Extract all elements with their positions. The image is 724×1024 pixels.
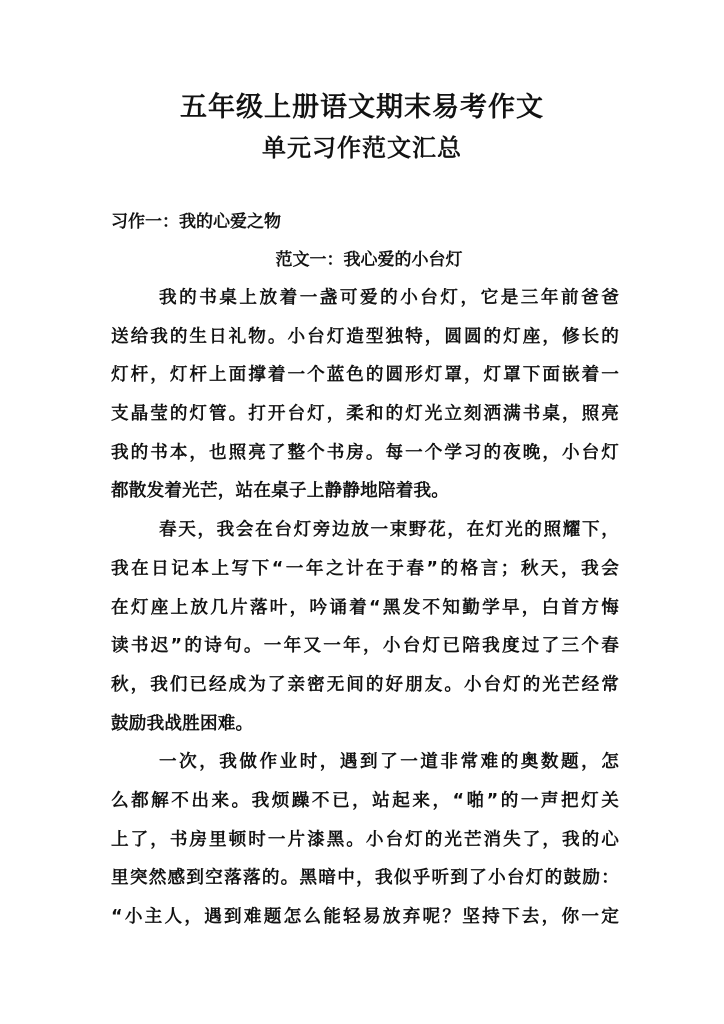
text-line: 在灯座上放几片落叶，吟诵着“黑发不知勤学早，白首方悔 xyxy=(111,597,619,618)
text-line: 支晶莹的灯管。打开台灯，柔和的灯光立刻洒满书桌，照亮 xyxy=(111,404,619,425)
text-line: 都散发着光芒，站在桌子上静静地陪着我。 xyxy=(111,481,450,502)
section-heading: 习作一：我的心爱之物 xyxy=(111,212,281,232)
text-line: 春天，我会在台灯旁边放一束野花，在灯光的照耀下， xyxy=(159,520,619,541)
essay-body xyxy=(111,283,619,941)
text-line: 送给我的生日礼物。小台灯造型独特，圆圆的灯座，修长的 xyxy=(111,326,619,347)
essay-title: 范文一：我心爱的小台灯 xyxy=(275,250,463,270)
text-line: “小主人，遇到难题怎么能轻易放弃呢？坚持下去，你一定 xyxy=(111,907,619,927)
text-line: 读书迟”的诗句。一年又一年，小台灯已陪我度过了三个春 xyxy=(111,636,619,657)
document-subtitle: 单元习作范文汇总 xyxy=(262,134,462,162)
document-title: 五年级上册语文期末易考作文 xyxy=(180,92,544,123)
text-line: 一次，我做作业时，遇到了一道非常难的奥数题，怎 xyxy=(159,752,619,773)
text-line: 我的书桌上放着一盏可爱的小台灯，它是三年前爸爸 xyxy=(159,288,619,308)
text-line: 秋，我们已经成为了亲密无间的好朋友。小台灯的光芒经常 xyxy=(111,674,619,695)
text-line: 里突然感到空落落的。黑暗中，我似乎听到了小台灯的鼓励： xyxy=(111,868,619,889)
text-line: 我的书本，也照亮了整个书房。每一个学习的夜晚，小台灯 xyxy=(111,442,619,463)
text-line: 么都解不出来。我烦躁不已，站起来，“啪”的一声把灯关 xyxy=(111,790,619,811)
text-line: 我在日记本上写下“一年之计在于春”的格言；秋天，我会 xyxy=(111,558,619,579)
text-line: 上了，书房里顿时一片漆黑。小台灯的光芒消失了，我的心 xyxy=(111,829,619,850)
text-line: 灯杆，灯杆上面撑着一个蓝色的圆形灯罩，灯罩下面嵌着一 xyxy=(111,365,619,386)
text-line: 鼓励我战胜困难。 xyxy=(111,713,254,734)
